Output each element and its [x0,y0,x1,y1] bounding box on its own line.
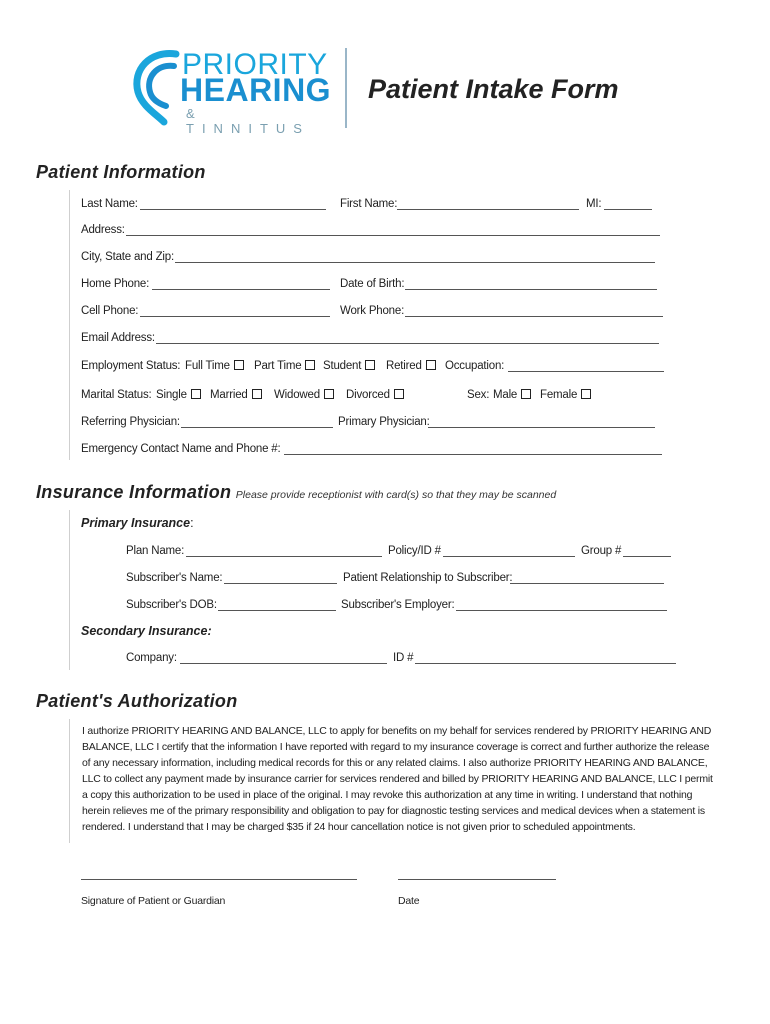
widowed-label: Widowed [274,389,320,401]
policy-id-field[interactable] [443,555,575,557]
id-field[interactable] [415,662,676,664]
insurance-bar [69,510,70,670]
first-name-field[interactable] [397,208,579,210]
dob-field[interactable] [405,288,657,290]
primary-physician-field[interactable] [428,426,655,428]
retired-label: Retired [386,360,422,372]
secondary-insurance-title: Secondary Insurance: [81,624,212,638]
signature-field[interactable] [81,878,357,880]
emergency-contact-field[interactable] [284,453,662,455]
last-name-field[interactable] [140,208,326,210]
male-option[interactable] [493,389,531,401]
email-label: Email Address: [81,332,155,344]
patient-info-bar [69,190,70,460]
full-time-label: Full Time [185,360,230,372]
subscriber-employer-label: Subscriber's Employer: [341,599,455,611]
subscriber-name-field[interactable] [224,582,337,584]
signature-label: Signature of Patient or Guardian [81,895,226,907]
full-time-checkbox[interactable] [234,360,244,370]
single-checkbox[interactable] [191,389,201,399]
occupation-field[interactable] [508,370,664,372]
plan-name-label: Plan Name: [126,545,185,557]
dob-label: Date of Birth: [340,278,405,290]
company-logo [130,44,332,136]
form-title: Patient Intake Form [368,74,619,104]
married-option[interactable] [210,389,262,401]
email-field[interactable] [156,342,659,344]
authorization-text: I authorize PRIORITY HEARING AND BALANCE, LLC to apply for benefits on my behalf for services rendered by PRIORITY HEARING AND BALANCE, LLC I certify that the information I have reported with regard to my insurance coverage is correct and further authorize the release of any necessary information, including medical records for this or any related claims. I also authorize PRIORITY HEARING AND BALANCE, LLC to collect any payment made by insurance carrier for services rendered and billed by PRIORITY HEARING AND BALANCE, LLC I permit a copy this authorization to be used in place of the original. I may revoke this authorization at any time in writing. I understand that nothing herein relieves me of the primary responsibility and obligation to pay for diagnostic testing services and medical devices when a statement is rendered. I understand that I may be charged $35 if 24 hour cancellation notice is not given prior to scheduled appointments. [82,725,713,833]
single-option[interactable] [156,389,201,401]
divorced-label: Divorced [346,389,390,401]
married-checkbox[interactable] [252,389,262,399]
married-label: Married [210,389,248,401]
group-field[interactable] [623,555,671,557]
part-time-label: Part Time [254,360,302,372]
widowed-checkbox[interactable] [324,389,334,399]
referring-physician-field[interactable] [181,426,333,428]
mi-label: MI: [586,198,602,210]
logo-line-3: & TINNITUS [186,106,310,136]
logo-line-2: HEARING [180,72,332,108]
address-label: Address: [81,224,125,236]
primary-insurance-colon: : [190,516,194,530]
primary-insurance-title [81,516,194,530]
student-label: Student [323,360,362,372]
full-time-option[interactable] [185,360,244,372]
male-checkbox[interactable] [521,389,531,399]
work-phone-label: Work Phone: [340,305,405,317]
cell-phone-field[interactable] [140,315,330,317]
male-label: Male [493,389,518,401]
subscriber-dob-field[interactable] [218,609,336,611]
occupation-label: Occupation: [445,360,505,372]
divorced-checkbox[interactable] [394,389,404,399]
female-option[interactable] [540,389,591,401]
home-phone-field[interactable] [152,288,330,290]
logo-line-1: PRIORITY [182,48,328,81]
home-phone-label: Home Phone: [81,278,150,290]
female-label: Female [540,389,578,401]
id-label: ID # [393,652,414,664]
policy-id-label: Policy/ID # [388,545,441,557]
city-label: City, State and Zip: [81,251,174,263]
referring-physician-label: Referring Physician: [81,416,180,428]
primary-physician-label: Primary Physician: [338,416,430,428]
employment-status-label: Employment Status: [81,360,181,372]
first-name-label: First Name: [340,198,398,210]
insurance-note: Please provide receptionist with card(s) so that they may be scanned [235,489,557,501]
part-time-checkbox[interactable] [305,360,315,370]
primary-insurance-label: Primary Insurance [81,516,191,530]
emergency-contact-label: Emergency Contact Name and Phone #: [81,443,281,455]
relationship-field[interactable] [510,582,664,584]
female-checkbox[interactable] [581,389,591,399]
insurance-header [36,482,556,503]
date-label: Date [398,895,420,907]
authorization-bar [69,719,70,843]
student-option[interactable] [323,360,375,372]
date-field[interactable] [398,878,556,880]
subscriber-employer-field[interactable] [456,609,667,611]
patient-info-title: Patient Information [36,162,206,182]
single-label: Single [156,389,187,401]
work-phone-field[interactable] [405,315,663,317]
last-name-label: Last Name: [81,198,138,210]
subscriber-dob-label: Subscriber's DOB: [126,599,217,611]
authorization-title: Patient's Authorization [36,691,238,711]
marital-status-label: Marital Status: [81,389,152,401]
subscriber-name-label: Subscriber's Name: [126,572,223,584]
relationship-label: Patient Relationship to Subscriber: [343,572,513,584]
city-field[interactable] [175,261,655,263]
company-field[interactable] [180,662,387,664]
mi-field[interactable] [604,208,652,210]
student-checkbox[interactable] [365,360,375,370]
address-field[interactable] [126,234,660,236]
group-label: Group # [581,545,622,557]
divorced-option[interactable] [346,389,404,401]
header-divider [345,48,347,128]
retired-checkbox[interactable] [426,360,436,370]
cell-phone-label: Cell Phone: [81,305,139,317]
widowed-option[interactable] [274,389,334,401]
part-time-option[interactable] [254,360,315,372]
plan-name-field[interactable] [186,555,382,557]
insurance-title: Insurance Information [36,482,232,502]
sex-label: Sex: [467,389,490,401]
retired-option[interactable] [386,360,436,372]
company-label: Company: [126,652,177,664]
